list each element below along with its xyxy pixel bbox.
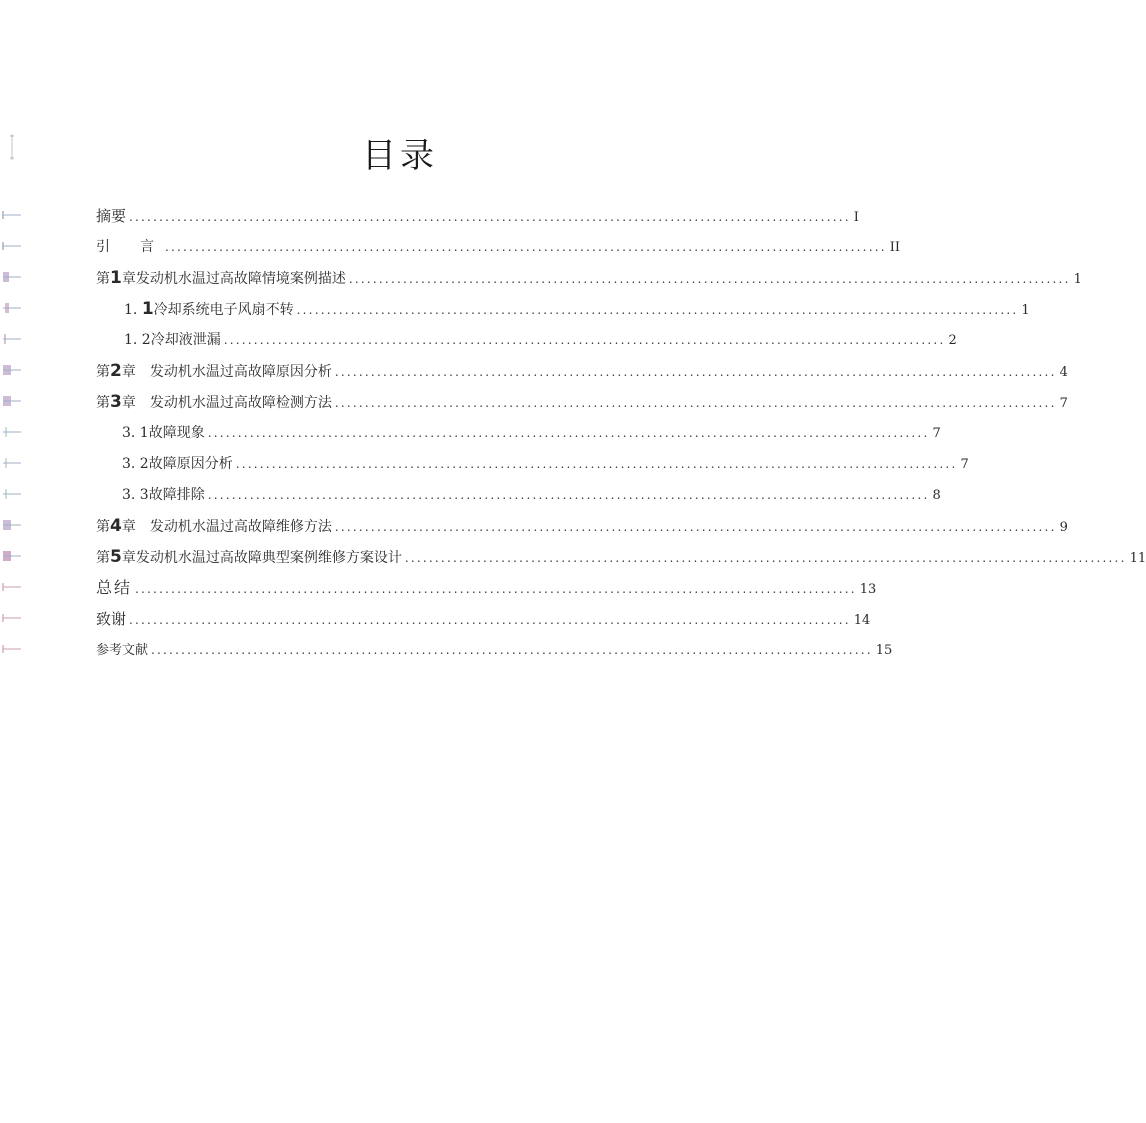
toc-leader: ........................................................................................................................ xyxy=(296,303,1019,317)
row-marker xyxy=(2,489,22,499)
toc-page-number: 1 xyxy=(1073,272,1082,287)
toc-leader: ........................................................................................................................ xyxy=(165,240,887,254)
toc-entry[interactable] xyxy=(124,330,957,350)
toc-entry-label: 1. 2冷却液泄漏 xyxy=(124,332,221,348)
toc-entry[interactable] xyxy=(96,237,901,257)
toc-entry[interactable] xyxy=(96,609,871,629)
row-marker xyxy=(2,427,22,437)
row-marker xyxy=(2,365,22,375)
toc-entry-label: 1. 1冷却系统电子风扇不转 xyxy=(124,299,294,319)
page-title: 目录 xyxy=(362,136,438,176)
toc-entry-label: 3. 3故障排除 xyxy=(122,487,205,503)
toc-entry[interactable] xyxy=(122,485,941,505)
toc-entry[interactable] xyxy=(96,640,893,660)
toc-leader: ........................................................................................................................ xyxy=(207,426,930,440)
toc-entry[interactable] xyxy=(96,361,1068,381)
toc-page-number: 8 xyxy=(932,488,941,503)
toc-page-number: 11 xyxy=(1129,551,1146,566)
row-marker xyxy=(2,396,22,406)
row-marker xyxy=(2,551,22,561)
toc-page-number: 15 xyxy=(875,643,893,658)
toc-entry[interactable] xyxy=(122,423,941,443)
toc-leader: ........................................................................................................................ xyxy=(135,582,857,596)
toc-entry-label: 引 言 xyxy=(96,239,162,255)
toc-entry-label: 3. 1故障现象 xyxy=(122,425,205,441)
row-marker xyxy=(2,582,22,592)
toc-entry[interactable] xyxy=(96,516,1068,536)
row-marker xyxy=(2,644,22,654)
toc-entry-label: 第4章 发动机水温过高故障维修方法 xyxy=(96,516,332,536)
toc-entry-label: 第3章 发动机水温过高故障检测方法 xyxy=(96,392,332,412)
toc-page-number: 7 xyxy=(932,426,941,441)
toc-page-number: 9 xyxy=(1059,520,1068,535)
row-marker xyxy=(2,520,22,530)
row-marker xyxy=(2,210,22,220)
toc-leader: ........................................................................................................................ xyxy=(129,210,851,224)
toc-entry[interactable] xyxy=(96,547,1146,567)
toc-leader: ........................................................................................................................ xyxy=(334,520,1057,534)
row-marker xyxy=(2,613,22,623)
row-marker xyxy=(2,241,22,251)
toc-page-number: I xyxy=(853,210,859,225)
row-marker xyxy=(2,458,22,468)
toc-entry[interactable] xyxy=(96,206,859,226)
toc-page-number: 1 xyxy=(1021,303,1030,318)
toc-entry-label: 致谢 xyxy=(96,610,127,628)
toc-entry-label: 3. 2故障原因分析 xyxy=(122,456,233,472)
toc-entry-label: 总结 xyxy=(96,578,133,597)
toc-entry[interactable] xyxy=(96,578,877,598)
toc-leader: ........................................................................................................................ xyxy=(404,551,1127,565)
toc-leader: ........................................................................................................................ xyxy=(223,333,946,347)
toc-entry[interactable] xyxy=(96,392,1068,412)
toc-page-number: 2 xyxy=(948,333,957,348)
row-marker xyxy=(2,272,22,282)
toc-page-number: 7 xyxy=(1059,396,1068,411)
toc-leader: ........................................................................................................................ xyxy=(151,643,873,657)
toc-leader: ........................................................................................................................ xyxy=(348,272,1071,286)
toc-entry-label: 第2章 发动机水温过高故障原因分析 xyxy=(96,361,332,381)
toc-leader: ........................................................................................................................ xyxy=(334,365,1057,379)
toc-page-number: II xyxy=(889,240,901,255)
toc-entry[interactable] xyxy=(122,454,969,474)
toc-page-number: 7 xyxy=(960,457,969,472)
toc-entry-label: 第5章发动机水温过高故障典型案例维修方案设计 xyxy=(96,547,402,567)
toc-leader: ........................................................................................................................ xyxy=(235,457,958,471)
row-marker xyxy=(2,334,22,344)
toc-leader: ........................................................................................................................ xyxy=(334,396,1057,410)
toc-leader: ........................................................................................................................ xyxy=(129,613,851,627)
toc-page-number: 14 xyxy=(853,613,871,628)
toc-leader: ........................................................................................................................ xyxy=(207,488,930,502)
row-marker xyxy=(2,303,22,313)
toc-entry[interactable] xyxy=(96,268,1082,288)
toc-entry-label: 参考文献 xyxy=(96,643,149,658)
toc-entry-label: 第1章发动机水温过高故障情境案例描述 xyxy=(96,268,346,288)
toc-entry-label: 摘要 xyxy=(96,207,127,225)
toc-page-number: 4 xyxy=(1059,365,1068,380)
toc-page-number: 13 xyxy=(859,582,877,597)
toc-entry[interactable] xyxy=(124,299,1030,319)
